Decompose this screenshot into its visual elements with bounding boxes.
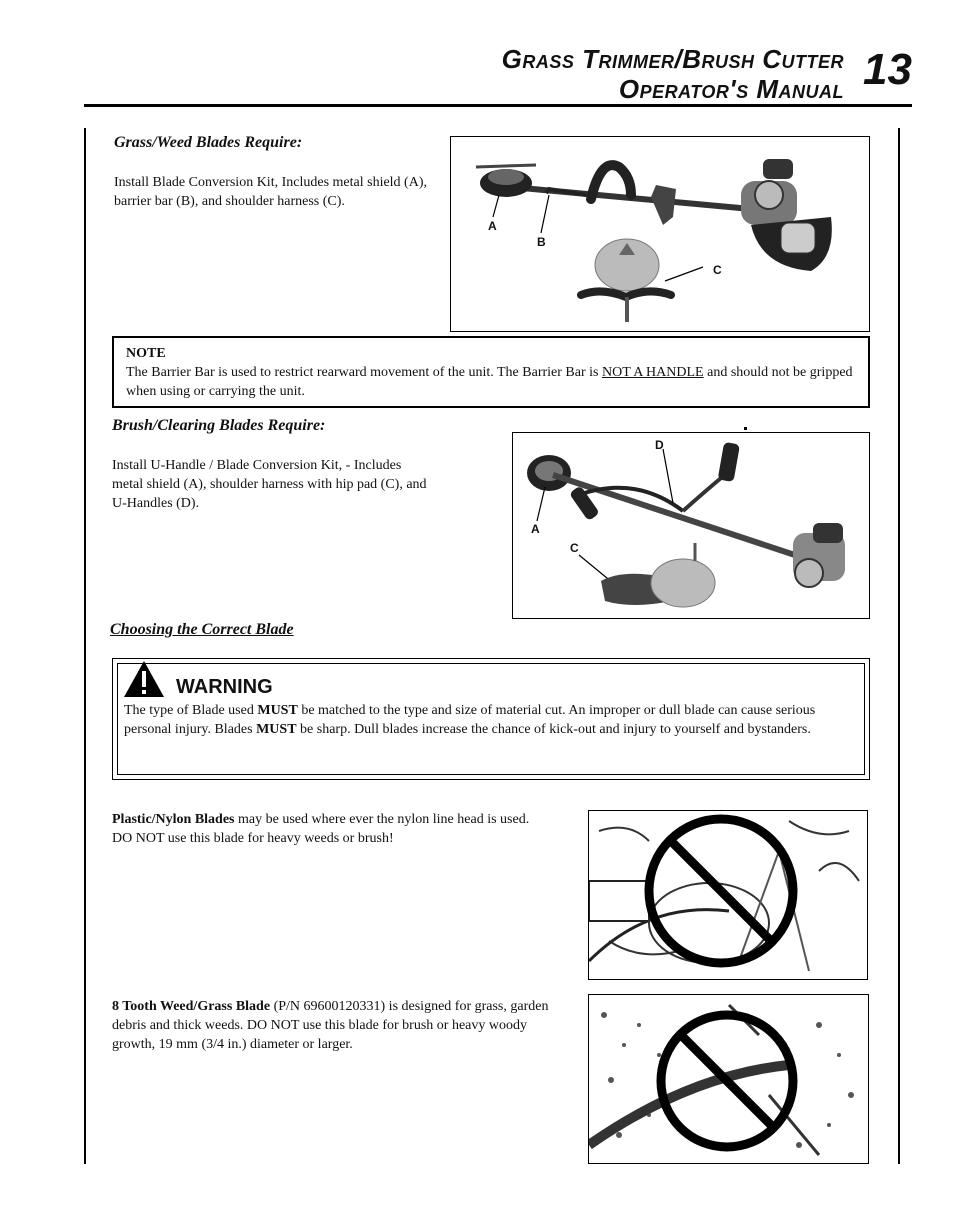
plastic-blade-figure <box>588 810 868 980</box>
prohibited-brush-illustration <box>589 811 867 979</box>
warning-must-1: MUST <box>257 703 298 718</box>
manual-title-line2: Operator's Manual <box>618 74 844 104</box>
tooth-blade-figure <box>588 994 869 1164</box>
tooth-blade-desc: (P/N 69600120331) is designed for grass, garden debris and thick weeds. DO NOT use this blade for brush or heavy woody growth, 19 mm (3/4 in.) diameter or larger. <box>112 999 549 1052</box>
trimmer-conversion-figure <box>450 136 870 332</box>
plastic-blade-name: Plastic/Nylon Blades <box>112 812 235 827</box>
trimmer-illustration <box>451 137 869 331</box>
header-rule <box>84 104 912 107</box>
warning-triangle-icon <box>122 659 166 699</box>
page-number: 13 <box>863 45 912 94</box>
figure1-label-c: C <box>713 263 722 277</box>
figure1-label-b: B <box>537 235 546 249</box>
plastic-blade-desc: may be used where ever the nylon line head is used. DO NOT use this blade for heavy weeds or brush! <box>112 812 530 846</box>
figure2-label-c: C <box>570 541 579 555</box>
brush-clearing-text: Install U-Handle / Blade Conversion Kit, - Includes metal shield (A), shoulder harness with hip pad (C), and U-Handles (D). <box>112 458 427 511</box>
stray-dot <box>744 427 747 430</box>
u-handle-figure <box>512 432 870 619</box>
figure2-label-d: D <box>655 438 664 452</box>
tooth-blade-name: 8 Tooth Weed/Grass Blade <box>112 999 271 1014</box>
manual-title-line1: Grass Trimmer/Brush Cutter <box>501 44 844 74</box>
note-text <box>126 363 856 401</box>
warning-title: WARNING <box>176 676 273 698</box>
brush-clearing-heading: Brush/Clearing Blades Require: <box>112 417 326 434</box>
warning-text-3: be sharp. Dull blades increase the chance of kick-out and injury to yourself and bystanders. <box>296 722 811 737</box>
manual-title <box>502 44 844 104</box>
warning-text-1: The type of Blade used <box>124 703 258 718</box>
note-text-start: The Barrier Bar is used to restrict rearward movement of the unit. The Barrier Bar is <box>126 365 602 380</box>
grass-weed-text: Install Blade Conversion Kit, Includes metal shield (A), barrier bar (B), and shoulder harness (C). <box>114 175 427 209</box>
right-margin-rule <box>898 128 900 1164</box>
tooth-blade-text <box>112 997 562 1054</box>
choosing-blade-heading: Choosing the Correct Blade <box>110 621 294 638</box>
warning-must-2: MUST <box>256 722 297 737</box>
left-margin-rule <box>84 128 86 1164</box>
brushcutter-illustration <box>513 433 869 618</box>
figure2-label-a: A <box>531 522 540 536</box>
note-box <box>112 336 870 408</box>
note-underlined: NOT A HANDLE <box>601 365 704 380</box>
grass-weed-heading: Grass/Weed Blades Require: <box>114 134 303 151</box>
note-text-end: and should not be gripped when using or carrying the unit. <box>126 365 853 399</box>
figure1-label-a: A <box>488 219 497 233</box>
note-title: NOTE <box>126 346 166 361</box>
plastic-blade-text <box>112 810 532 848</box>
prohibited-woody-illustration <box>589 995 868 1163</box>
warning-text-2: be matched to the type and size of material cut. An improper or dull blade can cause serious personal injury. Blades <box>124 703 816 737</box>
warning-text <box>124 701 860 739</box>
